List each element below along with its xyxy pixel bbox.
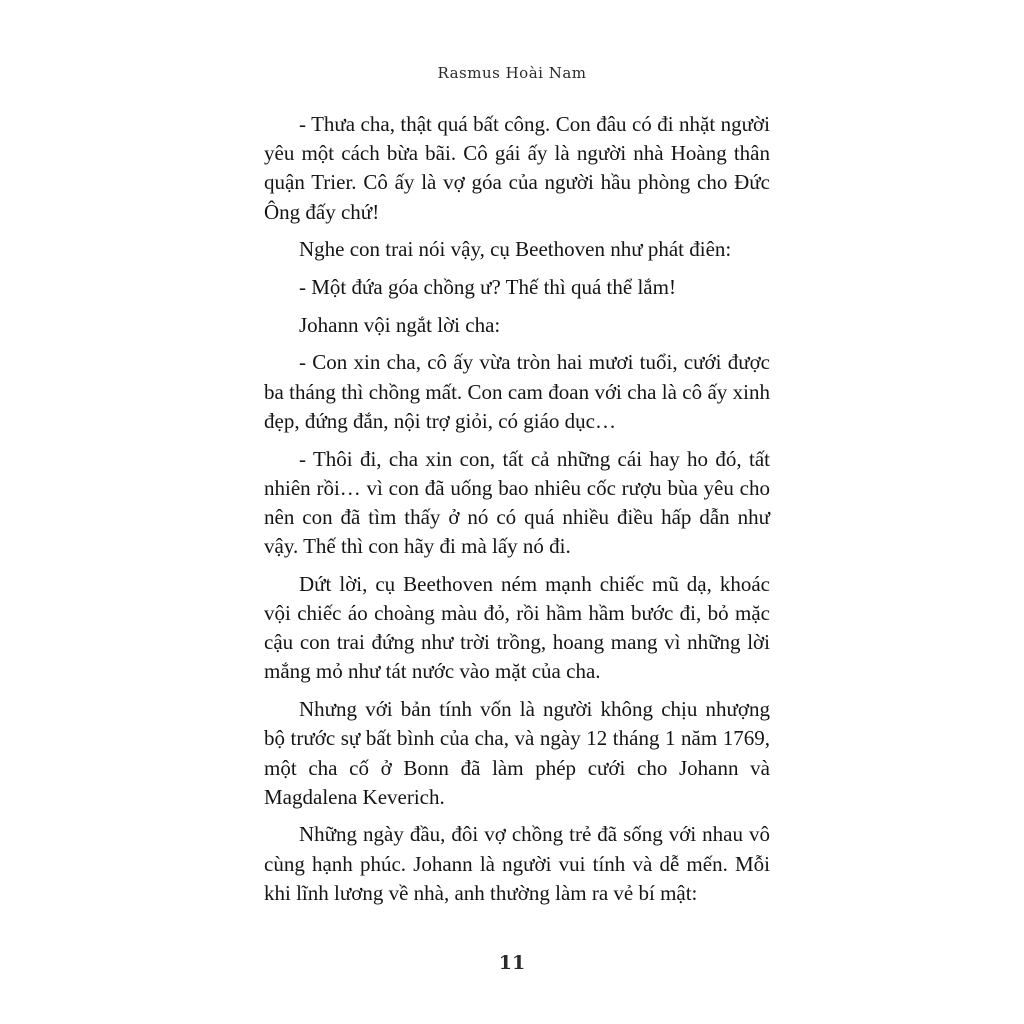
paragraph: - Thôi đi, cha xin con, tất cả những cái hay ho đó, tất nhiên rồi… vì con đã uống bao nhiêu cốc rượu bùa yêu cho nên con đã tìm thấy ở nó có quá nhiều điều hấp dẫn như vậy. Thế thì con hãy đi mà lấy nó đi. <box>264 446 770 559</box>
paragraph: - Một đứa góa chồng ư? Thế thì quá thể lắm! <box>299 275 676 300</box>
paragraph: Nhưng với bản tính vốn là người không chịu nhượng bộ trước sự bất bình của cha, và ngày 12 tháng 1 năm 1769, một cha cố ở Bonn đã làm phép cưới cho Johann và Magdalena Keverich. <box>264 697 770 809</box>
page-number: 11 <box>498 952 526 974</box>
paragraph: Những ngày đầu, đôi vợ chồng trẻ đã sống với nhau vô cùng hạnh phúc. Johann là người vui tính và dễ mến. Mỗi khi lĩnh lương về nhà, anh thường làm ra vẻ bí mật: <box>264 822 770 905</box>
paragraph: Dứt lời, cụ Beethoven ném mạnh chiếc mũ dạ, khoác vội chiếc áo choàng màu đỏ, rồi hầm hầm bước đi, bỏ mặc cậu con trai đứng như trời trồng, hoang mang vì những lời mắng mỏ như tát nước vào mặt của cha. <box>264 571 770 684</box>
paragraph: - Con xin cha, cô ấy vừa tròn hai mươi tuổi, cưới được ba tháng thì chồng mất. Con cam đoan với cha là cô ấy xinh đẹp, đứng đắn, nội trợ giỏi, có giáo dục… <box>264 350 770 433</box>
running-header: Rasmus Hoài Nam <box>437 64 587 82</box>
paragraph: Johann vội ngắt lời cha: <box>299 312 501 337</box>
paragraph: - Thưa cha, thật quá bất công. Con đâu có đi nhặt người yêu một cách bừa bãi. Cô gái ấy là người nhà Hoàng thân quận Trier. Cô ấy là vợ góa của người hầu phòng cho Đức Ông đấy chứ! <box>264 112 770 224</box>
page-body <box>264 110 770 917</box>
paragraph: Nghe con trai nói vậy, cụ Beethoven như phát điên: <box>299 237 732 262</box>
